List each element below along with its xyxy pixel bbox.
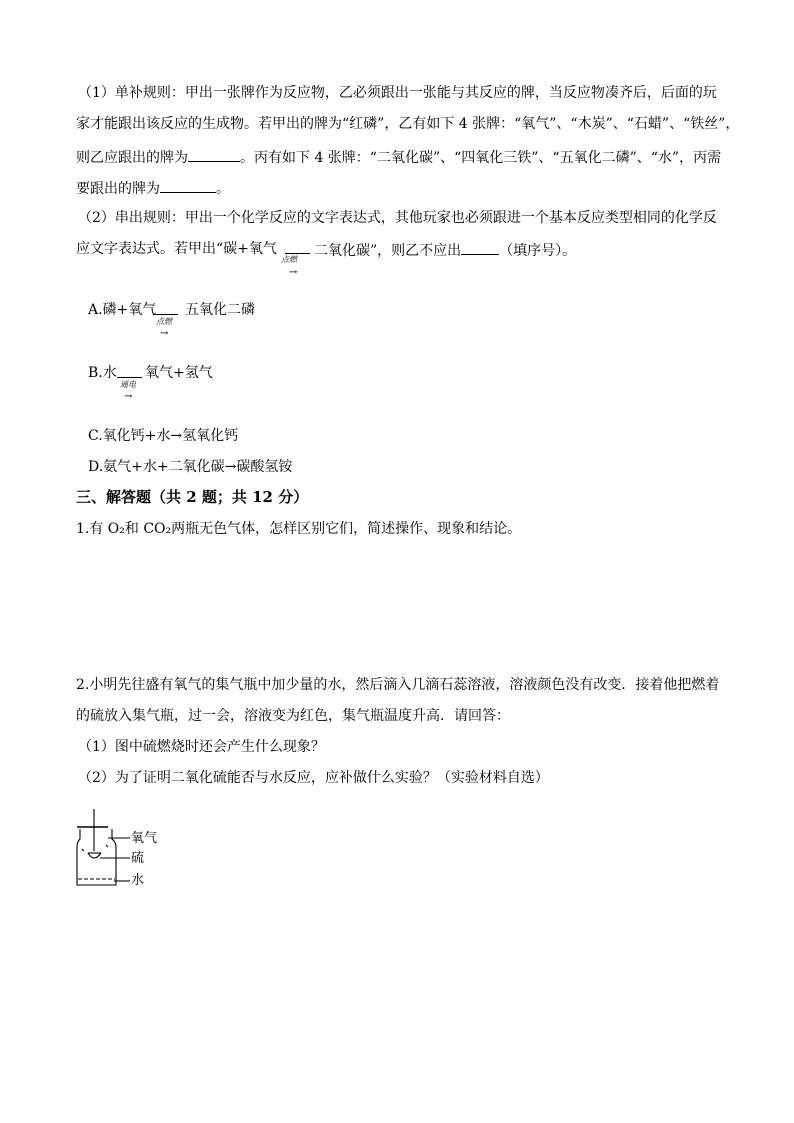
question-2-line-2: 的硫放入集气瓶，过一会，溶液变为红色，集气瓶温度升高．请回答：: [76, 708, 510, 724]
answer-blank-bing[interactable]: [160, 180, 216, 193]
option-b-left: B.水: [88, 365, 117, 381]
reaction-condition: 点燃: [281, 255, 297, 264]
rule-two-text-c: （填序号）。: [499, 243, 577, 259]
option-a-condition: 点燃: [156, 317, 172, 326]
rule-two-line-1: （2）串出规则：甲出一个化学反应的文字表达式，其他玩家也必须跟进一个基本反应类型相同的化学反: [78, 210, 717, 226]
option-a-arrow-icon: →: [160, 328, 169, 339]
rule-one-text-b: 。丙有如下 4 张牌：“二氧化碳”、“四氧化三铁”、“五氧化二磷”、“水”，丙需: [240, 150, 722, 166]
option-b-arrow-icon: →: [124, 391, 133, 402]
rule-one-line-2: 家才能跟出该反应的生成物。若甲出的牌为“红磷”，乙有如下 4 张牌：“氧气”、“木炭”、“石蜡”、“铁丝”，: [76, 116, 740, 132]
option-a-bar: [153, 314, 178, 315]
option-c: C.氧化钙+水→氢氧化钙: [88, 428, 239, 444]
reaction-bar: [285, 253, 310, 254]
rule-one-text-d: 。: [216, 181, 230, 197]
option-b-right: 氧气+氢气: [145, 365, 213, 381]
question-2-sub-1: （1）图中硫燃烧时还会产生什么现象？: [78, 739, 325, 755]
question-1: 1.有 O₂和 CO₂两瓶无色气体，怎样区别它们，简述操作、现象和结论。: [76, 521, 522, 537]
gas-jar-diagram: [70, 805, 170, 891]
label-water: 水: [131, 873, 145, 888]
answer-blank-number[interactable]: [461, 242, 499, 255]
question-2-sub-2: （2）为了证明二氧化硫能否与水反应，应补做什么实验？（实验材料自选）: [78, 770, 549, 786]
label-oxygen: 氧气: [131, 831, 158, 846]
gas-jar-icon: [77, 809, 130, 885]
rule-one-text-c: 要跟出的牌为: [76, 181, 160, 197]
rule-two-text-b: 二氧化碳”，则乙不应出: [314, 243, 462, 259]
rule-one-text-a: 则乙应跟出的牌为: [76, 150, 188, 166]
rule-two-text-a: 应文字表达式。若甲出“碳+氧气: [76, 241, 277, 257]
label-sulfur: 硫: [131, 851, 145, 866]
section-heading: 三、解答题（共 2 题；共 12 分）: [76, 488, 309, 506]
answer-blank-yi[interactable]: [188, 149, 240, 162]
rule-one-line-3: [76, 149, 721, 165]
reaction-arrow-icon: →: [289, 267, 298, 278]
option-a-left: A.磷+氧气: [88, 302, 157, 318]
question-2-line-1: 2.小明先往盛有氧气的集气瓶中加少量的水，然后滴入几滴石蕊溶液，溶液颜色没有改变．接着他把燃着: [76, 677, 720, 693]
option-b-bar: [117, 377, 142, 378]
option-a-right: 五氧化二磷: [185, 302, 255, 318]
option-b-condition: 通电: [120, 380, 136, 389]
rule-one-line-4: [76, 180, 230, 196]
rule-two-line-2: [314, 242, 576, 258]
option-d: D.氨气+水+二氧化碳→碳酸氢铵: [88, 459, 293, 475]
rule-one-line-1: （1）单补规则：甲出一张牌作为反应物，乙必须跟出一张能与其反应的牌，当反应物凑齐后，后面的玩: [78, 85, 717, 101]
